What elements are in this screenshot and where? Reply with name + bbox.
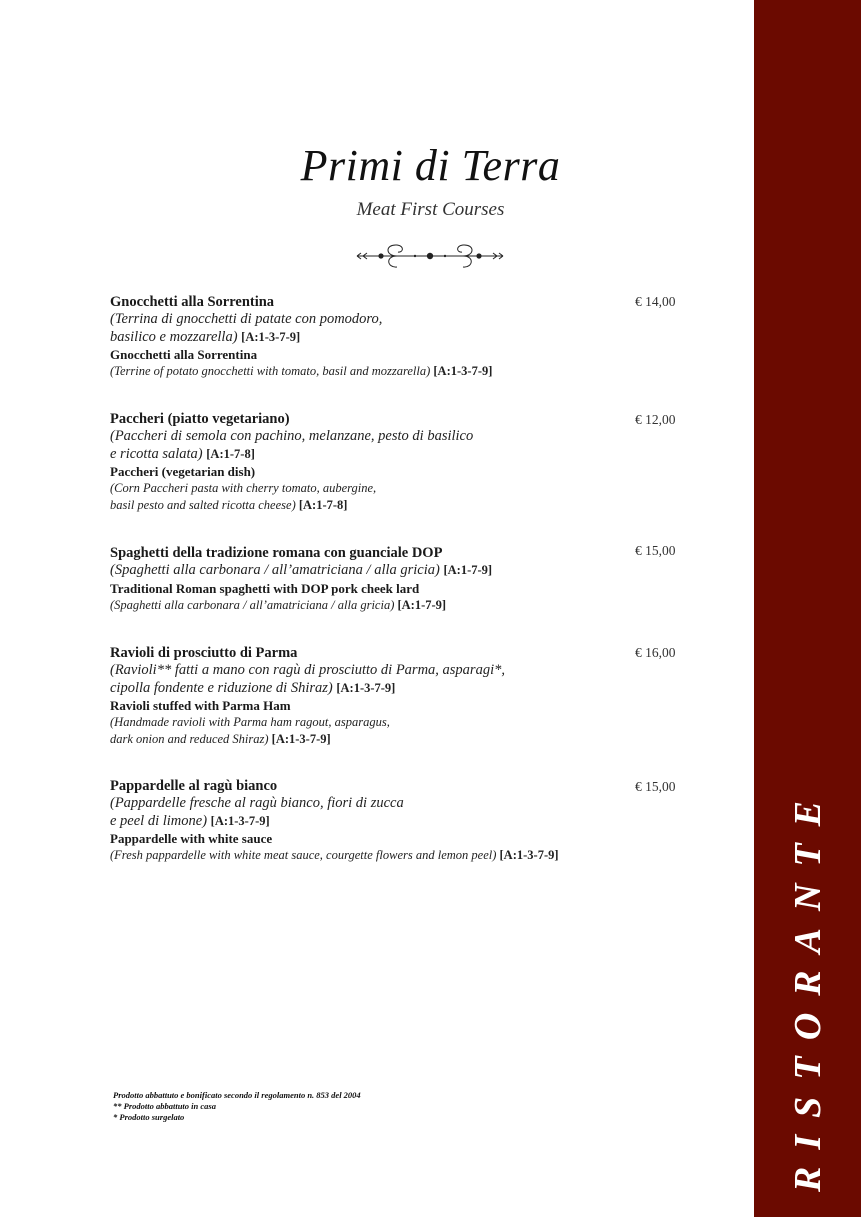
dish-description-en: (Fresh pappardelle with white meat sauce, courgette flowers and lemon peel) [A:1-3-7-9] <box>110 848 559 862</box>
page-title: Primi di Terra <box>300 141 561 190</box>
dish-description-it: (Pappardelle fresche al ragù bianco, fiori di zucca <box>110 795 404 811</box>
dish-description-en: (Terrine of potato gnocchetti with tomato, basil and mozzarella) [A:1-3-7-9] <box>110 364 493 378</box>
dish-description-en: dark onion and reduced Shiraz) [A:1-3-7-9] <box>110 732 331 746</box>
dish-name-en: Traditional Roman spaghetti with DOP pork cheek lard <box>110 580 420 596</box>
dish-description-it: (Spaghetti alla carbonara / all’amatriciana / alla gricia) [A:1-7-9] <box>110 562 493 578</box>
dish-description-en: (Spaghetti alla carbonara / all’amatriciana / alla gricia) [A:1-7-9] <box>110 597 447 612</box>
footnote: * Prodotto surgelato <box>113 1112 185 1122</box>
allergen-codes: [A:1-3-7-9] <box>499 848 559 862</box>
dish-name: Pappardelle al ragù bianco <box>110 778 278 794</box>
page-subtitle: Meat First Courses <box>356 199 505 220</box>
sidebar-label: RISTORANTE <box>786 784 829 1192</box>
dish-description-en: (Corn Paccheri pasta with cherry tomato, aubergine, <box>110 481 377 495</box>
dish-name: Ravioli di prosciutto di Parma <box>110 645 298 661</box>
footnote: ** Prodotto abbattuto in casa <box>113 1101 216 1111</box>
dish-price: € 15,00 <box>635 779 676 794</box>
dish-description-it: e peel di limone) [A:1-3-7-9] <box>110 812 270 829</box>
dish-name-en: Ravioli stuffed with Parma Ham <box>110 698 291 713</box>
dish-description-it: cipolla fondente e riduzione di Shiraz) [A:1-3-7-9] <box>110 679 396 696</box>
menu-item <box>110 544 710 614</box>
allergen-codes: [A:1-3-7-9] <box>271 732 331 746</box>
allergen-codes: [A:1-7-9] <box>397 597 447 612</box>
dish-price: € 16,00 <box>635 645 676 660</box>
dish-name-en: Pappardelle with white sauce <box>110 831 273 846</box>
dish-price: € 12,00 <box>635 412 676 427</box>
allergen-codes: [A:1-3-7-9] <box>241 329 301 344</box>
dish-name: Gnocchetti alla Sorrentina <box>110 294 275 310</box>
dish-name: Spaghetti della tradizione romana con guanciale DOP <box>110 545 443 561</box>
allergen-codes: [A:1-7-8] <box>206 446 255 461</box>
menu-item <box>110 777 710 864</box>
dish-description-it: (Ravioli** fatti a mano con ragù di prosciutto di Parma, asparagi*, <box>110 662 505 678</box>
dish-name-en: Gnocchetti alla Sorrentina <box>110 347 258 362</box>
menu-item <box>110 293 710 380</box>
menu-item <box>110 410 710 514</box>
dish-name-en: Paccheri (vegetarian dish) <box>110 464 256 479</box>
footnotes <box>113 1090 361 1123</box>
allergen-codes: [A:1-3-7-9] <box>433 364 493 378</box>
dish-name: Paccheri (piatto vegetariano) <box>110 411 290 427</box>
allergen-codes: [A:1-7-9] <box>443 563 493 577</box>
dish-description-it: (Paccheri di semola con pachino, melanzane, pesto di basilico <box>110 428 474 444</box>
allergen-codes: [A:1-3-7-9] <box>210 813 270 828</box>
flourish-divider-icon <box>355 243 505 269</box>
dish-description-en: (Handmade ravioli with Parma ham ragout, asparagus, <box>110 715 390 729</box>
menu-item <box>110 644 710 748</box>
allergen-codes: [A:1-3-7-9] <box>336 680 396 695</box>
allergen-codes: [A:1-7-8] <box>298 498 348 512</box>
dish-description-it: basilico e mozzarella) [A:1-3-7-9] <box>110 328 301 345</box>
dish-description-it: (Terrina di gnocchetti di patate con pomodoro, <box>110 311 383 327</box>
dish-price: € 14,00 <box>635 294 676 309</box>
footnote: Prodotto abbattuto e bonificato secondo il regolamento n. 853 del 2004 <box>113 1090 361 1100</box>
dish-description-it: e ricotta salata) [A:1-7-8] <box>110 445 255 462</box>
dish-price: € 15,00 <box>635 543 676 558</box>
dish-description-en: basil pesto and salted ricotta cheese) [A:1-7-8] <box>110 498 348 512</box>
